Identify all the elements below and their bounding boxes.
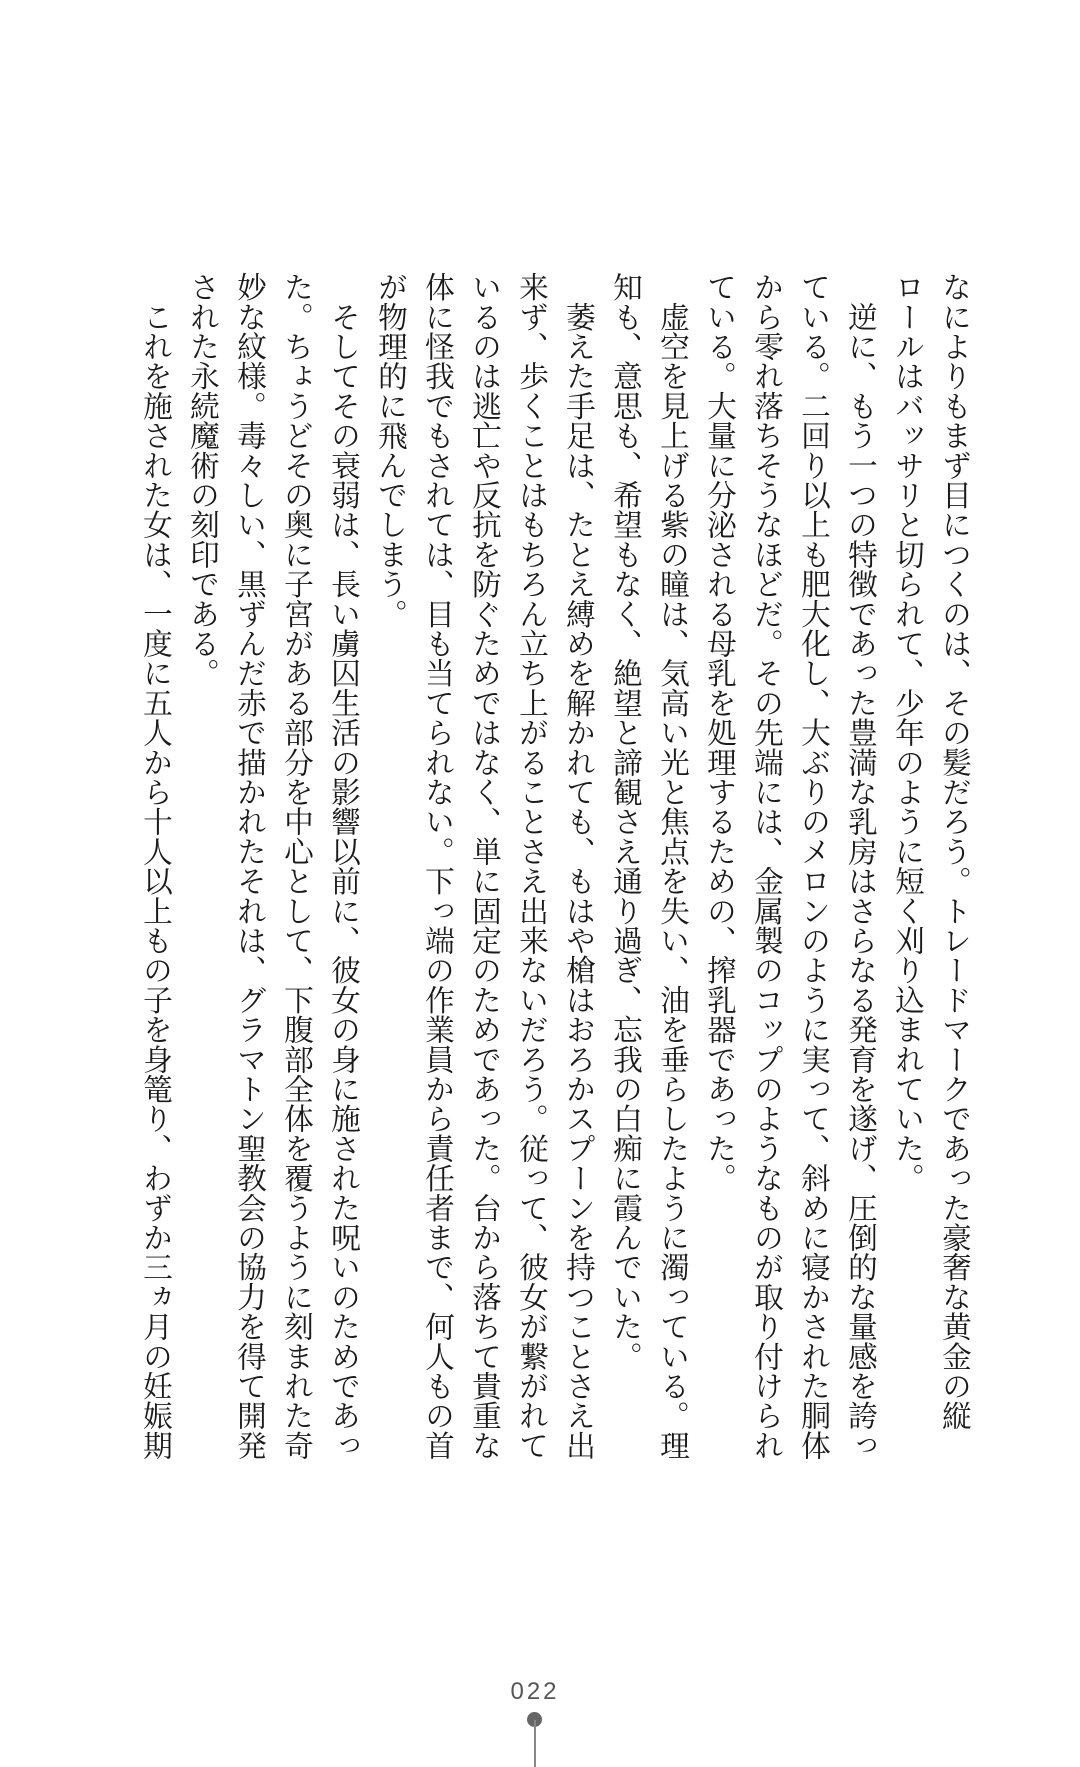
- page-marker-line: [534, 1720, 536, 1767]
- text-column: 妙な紋様。毒々しい、黒ずんだ赤で描かれたそれは、グラマトン聖教会の協力を得て開発: [232, 272, 267, 1460]
- text-column: 体に怪我でもされては、目も当てられない。下っ端の作業員から責任者まで、何人もの首: [420, 272, 455, 1460]
- text-column: から零れ落ちそうなほどだ。その先端には、金属製のコップのようなものが取り付けられ: [749, 272, 784, 1460]
- body-text: [132, 272, 978, 1460]
- page-number: 022: [510, 1678, 560, 1705]
- text-column: 来ず、歩くことはもちろん立ち上がることさえ出来ないだろう。従って、彼女が繋がれて: [514, 272, 549, 1460]
- text-column: 逆に、もう一つの特徴であった豊満な乳房はさらなる発育を遂げ、圧倒的な量感を誇っ: [843, 272, 878, 1460]
- text-column: 萎えた手足は、たとえ縛めを解かれても、もはや槍はおろかスプーンを持つことさえ出: [561, 272, 596, 1460]
- text-column: された永続魔術の刻印である。: [185, 272, 220, 688]
- text-column: 知も、意思も、希望もなく、絶望と諦観さえ通り過ぎ、忘我の白痴に霞んでいた。: [608, 272, 643, 1371]
- text-column: いるのは逃亡や反抗を防ぐためではなく、単に固定のためであった。台から落ちて貴重な: [467, 272, 502, 1460]
- text-column: た。ちょうどその奥に子宮がある部分を中心として、下腹部全体を覆うように刻まれた奇: [279, 272, 314, 1460]
- text-column: そしてその衰弱は、長い虜囚生活の影響以前に、彼女の身に施された呪いのためであっ: [326, 272, 361, 1460]
- text-column: ている。大量に分泌される母乳を処理するための、搾乳器であった。: [702, 272, 737, 1193]
- text-column: ている。二回り以上も肥大化し、大ぶりのメロンのように実って、斜めに寝かされた胴体: [796, 272, 831, 1460]
- text-column: ロールはバッサリと切られて、少年のように短く刈り込まれていた。: [890, 272, 925, 1193]
- text-column: これを施された女は、一度に五人から十人以上もの子を身篭り、わずか三ヵ月の妊娠期: [138, 272, 173, 1460]
- text-column: 虚空を見上げる紫の瞳は、気高い光と焦点を失い、油を垂らしたように濁っている。理: [655, 272, 690, 1460]
- text-column: が物理的に飛んでしまう。: [373, 272, 408, 629]
- text-column: なによりもまず目につくのは、その髪だろう。トレードマークであった豪奢な黄金の縦: [937, 272, 972, 1431]
